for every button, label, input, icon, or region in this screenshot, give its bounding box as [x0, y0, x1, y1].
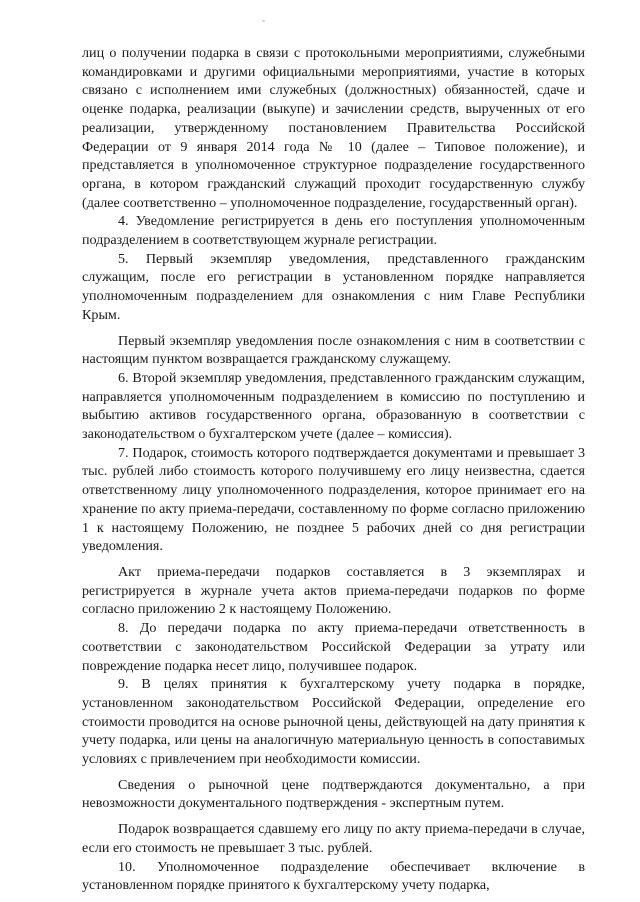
paragraph-item-5: 5. Первый экземпляр уведомления, представленного гражданским служащим, после его регистрации в установленном порядке направляется уполномоченным подразделением для ознакомления с ним Главе Республики Крым.	[82, 250, 585, 323]
paragraph-item-8: 8. До передачи подарка по акту приема-передачи ответственность в соответствии с законодательством Российской Федерации за утрату или повреждение подарка несет лицо, получившее подарок.	[82, 620, 585, 674]
paragraph-item-4: 4. Уведомление регистрируется в день его поступления уполномоченным подразделением в соответствующем журнале регистрации.	[82, 213, 585, 249]
paragraph-item-9-return: Подарок возвращается сдавшему его лицу по акту приема-передачи в случае, если его стоимость не превышает 3 тыс. рублей.	[82, 821, 585, 856]
paragraph-item-9: 9. В целях принятия к бухгалтерскому учету подарка в порядке, установленном законодательством Российской Федерации, определение его стоимости проводится на основе рыночной цены, действующей на дату принятия к учету подарка, или цены на аналогичную материальную ценность в сопоставимых условиях с привлечением при необходимости комиссии.	[82, 676, 585, 768]
paragraph-item-9-market-price: Сведения о рыночной цене подтверждаются документально, а при невозможности документального подтверждения - экспертным путем.	[82, 776, 585, 812]
paragraph-item-6: 6. Второй экземпляр уведомления, представленного гражданским служащим, направляется уполномоченным подразделением в комиссию по поступлению и выбытию активов государственного органа, образованную в соответствии с законодательством о бухгалтерском учете (далее – комиссия).	[82, 369, 585, 443]
paragraph-item-7: 7. Подарок, стоимость которого подтверждается документами и превышает 3 тыс. рублей либо стоимость которого получившему его лицу неизвестна, сдается ответственному лицу уполномоченного подразделения, которое принимает его на хранение по акту приема-передачи, составленному по форме согласно приложению 1 к настоящему Положению, не позднее 5 рабочих дней со дня регистрации уведомления.	[82, 444, 585, 555]
paragraph-item-5-return: Первый экземпляр уведомления после ознакомления с ним в соответствии с настоящим пунктом возвращается гражданскому служащему.	[82, 332, 585, 368]
paragraph-item-10: 10. Уполномоченное подразделение обеспечивает включение в установленном порядке принятого к бухгалтерскому учету подарка,	[82, 858, 585, 894]
paragraph-item-7-act: Акт приема-передачи подарков составляется в 3 экземплярах и регистрируется в журнале учета актов приема-передачи подарков по форме согласно приложению 2 к настоящему Положению.	[82, 563, 585, 618]
paragraph-typical-regulation-continuation: лиц о получении подарка в связи с протокольными мероприятиями, служебными командировками и другими официальными мероприятиями, участие в которых связано с исполнением ими служебных (должностных) обязанностей, сдаче и оценке подарка, реализации (выкупе) и зачислении средств, вырученных от его реализации, утвержденному постановлением Правительства Российской Федерации от 9 января 2014 года № 10 (далее – Типовое положение), и представляется в уполномоченное структурное подразделение государственного органа, в котором гражданский служащий проходит государственную службу (далее соответственно – уполномоченное подразделение, государственный орган).	[82, 45, 585, 211]
scan-artifact	[262, 20, 265, 22]
